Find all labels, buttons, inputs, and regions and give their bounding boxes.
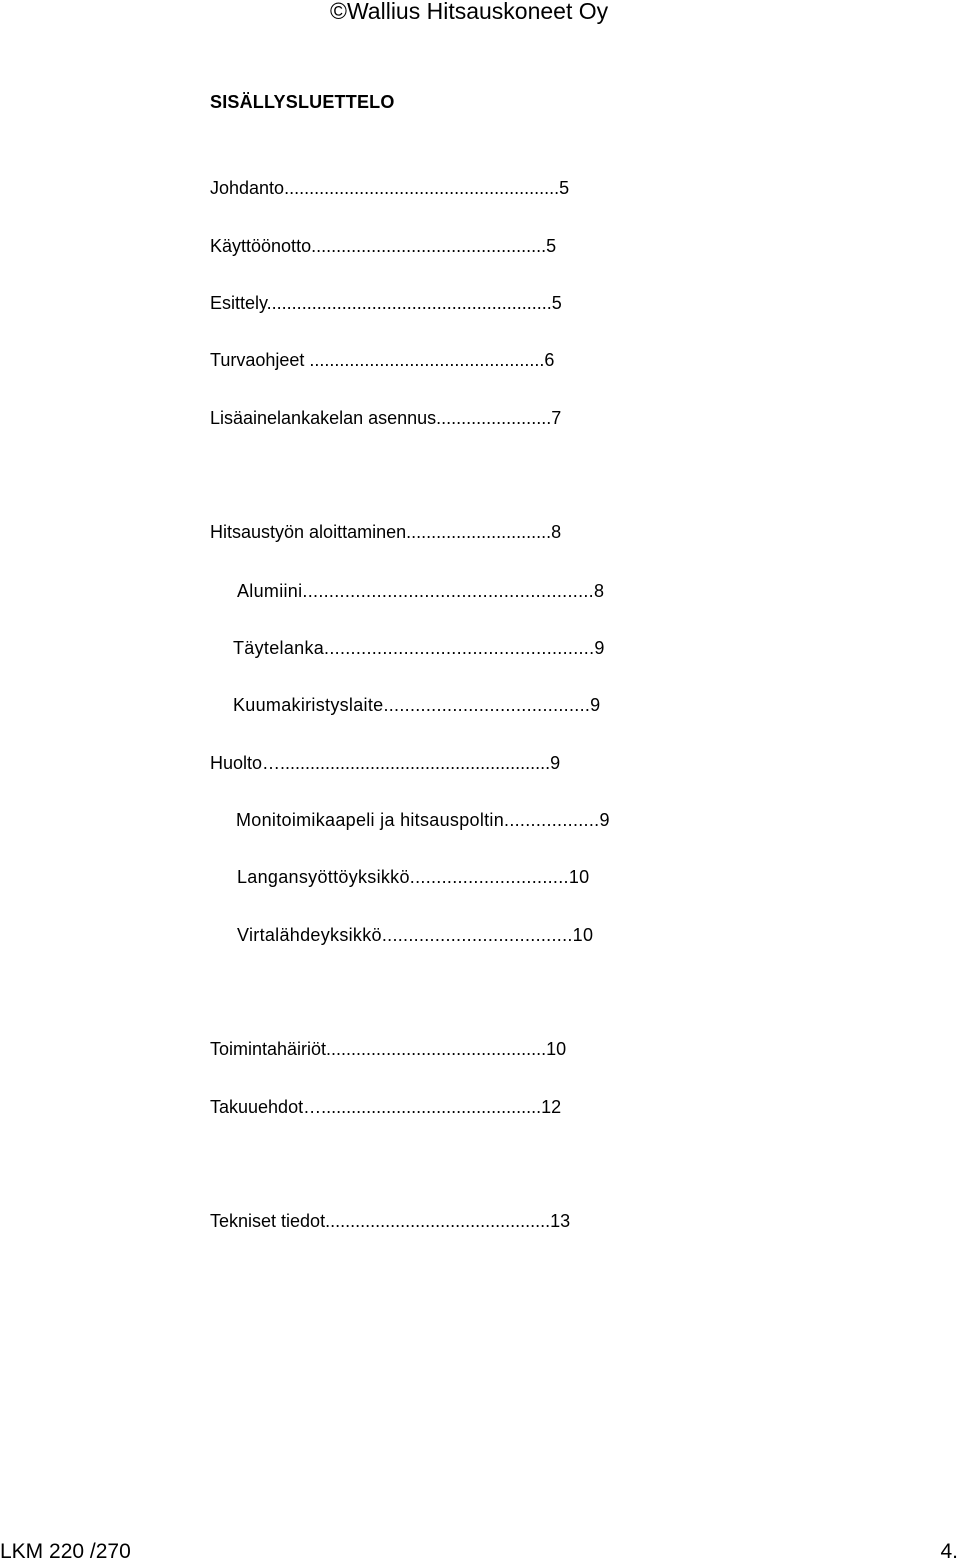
toc-entry-langansyottoyksikko[interactable]: Langansyöttöyksikkö..............................10 xyxy=(237,867,590,887)
toc-entry-lisaainelankakelan-asennus[interactable]: Lisäainelankakelan asennus.......................7 xyxy=(210,408,562,428)
toc-entry-kuumakiristyslaite[interactable]: Kuumakiristyslaite.......................................9 xyxy=(233,695,601,715)
toc-entry-takuuehdot[interactable]: Takuuehdot…............................................12 xyxy=(210,1097,562,1117)
company-header: ©Wallius Hitsauskoneet Oy xyxy=(330,0,609,24)
toc-entry-alumiini[interactable]: Alumiini.......................................................8 xyxy=(237,581,605,601)
footer-page-number: 4. xyxy=(940,1540,958,1563)
footer-model: LKM 220 /270 xyxy=(0,1540,131,1563)
toc-entry-esittely[interactable]: Esittely.........................................................5 xyxy=(210,293,562,313)
toc-entry-taytelanka[interactable]: Täytelanka...................................................9 xyxy=(233,638,605,658)
toc-entry-virtalahdeyksikko[interactable]: Virtalähdeyksikkö....................................10 xyxy=(237,925,594,945)
toc-entry-kayttoonotto[interactable]: Käyttöönotto...............................................5 xyxy=(210,236,557,256)
toc-entry-monitoimikaapeli[interactable]: Monitoimikaapeli ja hitsauspoltin..................9 xyxy=(236,810,610,830)
toc-entry-huolto[interactable]: Huolto…......................................................9 xyxy=(210,753,561,773)
toc-entry-johdanto[interactable]: Johdanto.......................................................5 xyxy=(210,178,570,198)
toc-entry-toimintahairiot[interactable]: Toimintahäiriöt............................................10 xyxy=(210,1039,567,1059)
toc-title: SISÄLLYSLUETTELO xyxy=(210,92,395,112)
toc-entry-hitsaustyon-aloittaminen[interactable]: Hitsaustyön aloittaminen.............................8 xyxy=(210,522,562,542)
toc-entry-turvaohjeet[interactable]: Turvaohjeet ...............................................6 xyxy=(210,350,555,370)
toc-entry-tekniset-tiedot[interactable]: Tekniset tiedot.............................................13 xyxy=(210,1211,571,1231)
